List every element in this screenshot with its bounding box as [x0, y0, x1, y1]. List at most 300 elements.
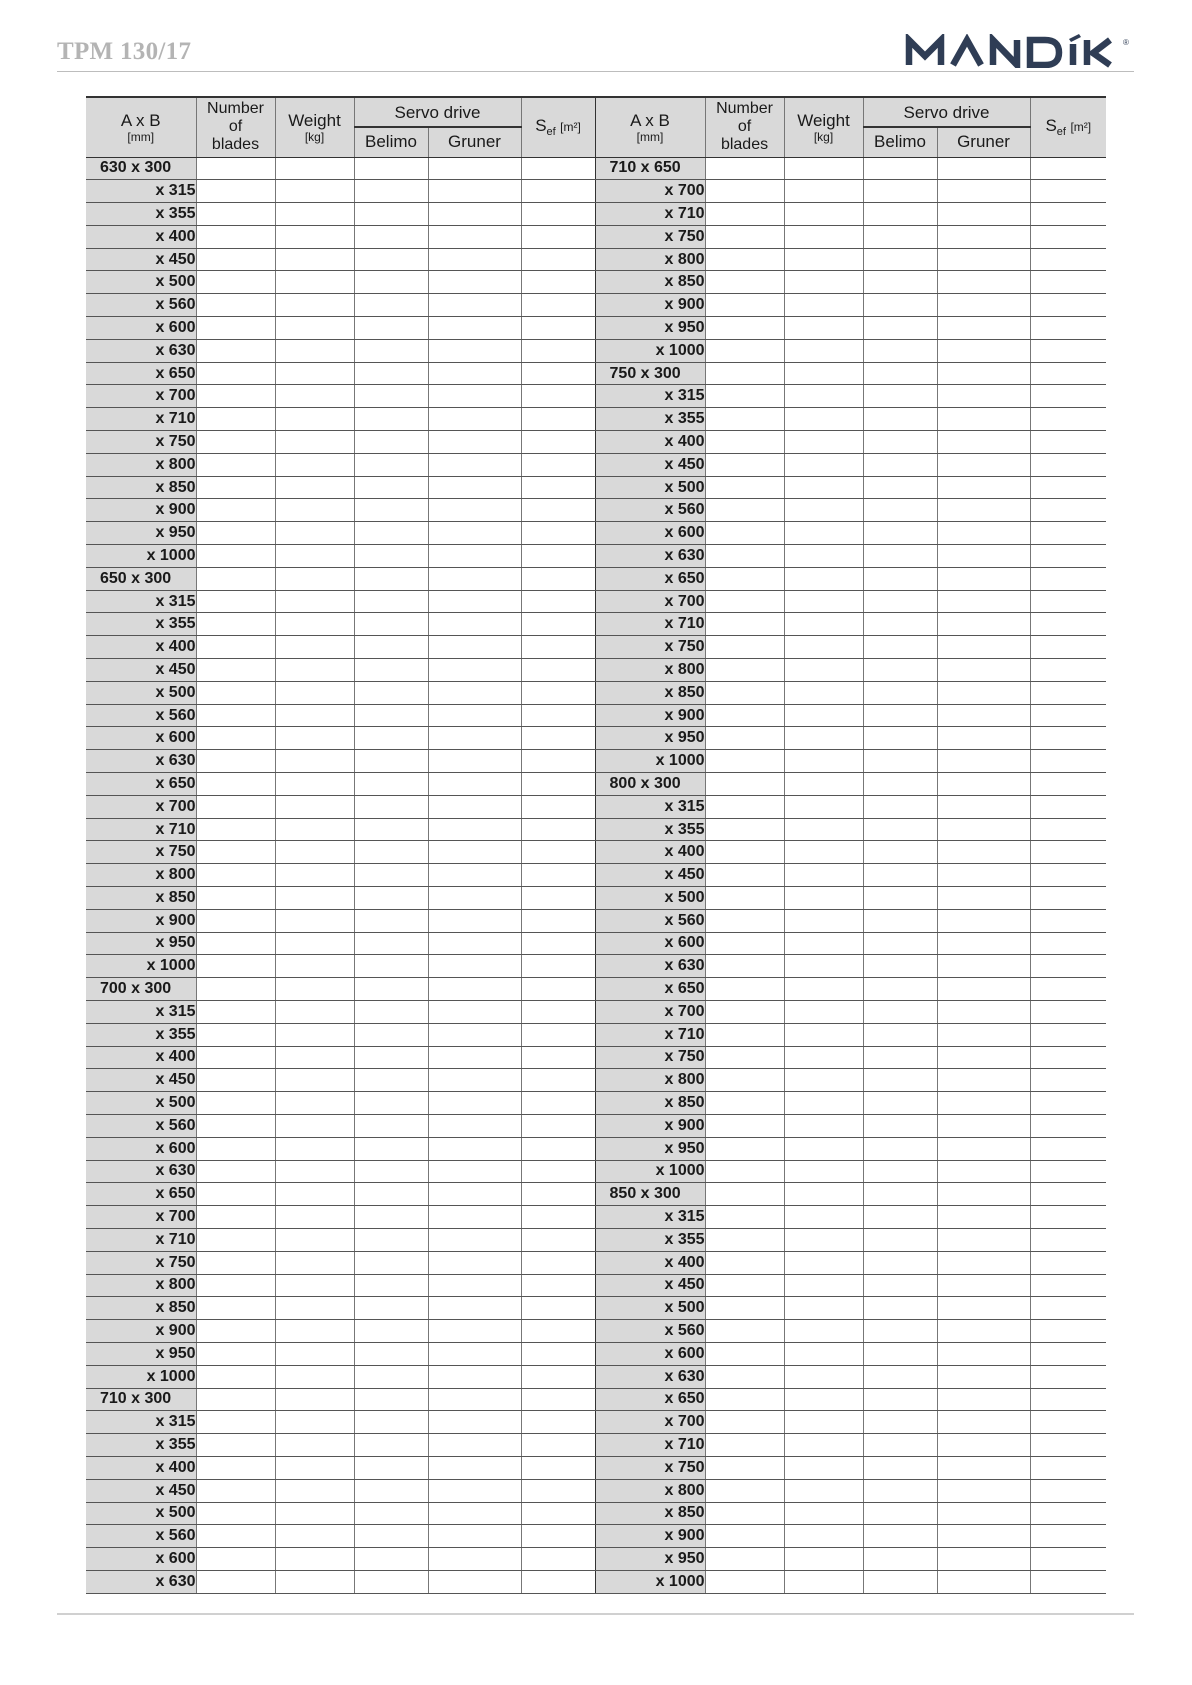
sef-cell-right	[1030, 385, 1106, 408]
blades-cell-left	[196, 248, 275, 271]
size-cell-right: x 315	[595, 385, 705, 408]
gruner-cell-left	[428, 1046, 521, 1069]
weight-cell-left	[275, 1342, 354, 1365]
blades-cell-left	[196, 636, 275, 659]
gruner-cell-left	[428, 1320, 521, 1343]
weight-cell-left	[275, 1206, 354, 1229]
belimo-cell-left	[354, 681, 428, 704]
belimo-cell-left	[354, 225, 428, 248]
size-cell-left: x 630	[86, 1570, 196, 1593]
weight-cell-right	[784, 1342, 863, 1365]
weight-cell-left	[275, 1274, 354, 1297]
weight-cell-left	[275, 1228, 354, 1251]
weight-cell-left	[275, 431, 354, 454]
weight-cell-right	[784, 1365, 863, 1388]
footer-divider	[57, 1613, 1134, 1615]
gruner-cell-left	[428, 362, 521, 385]
sef-cell-right	[1030, 773, 1106, 796]
sef-cell-right	[1030, 225, 1106, 248]
gruner-cell-right	[937, 317, 1030, 340]
gruner-cell-right	[937, 590, 1030, 613]
weight-cell-left	[275, 932, 354, 955]
blades-cell-right	[705, 1046, 784, 1069]
table-row	[86, 1274, 1106, 1297]
weight-cell-left	[275, 1160, 354, 1183]
gruner-cell-left	[428, 453, 521, 476]
sef-cell-right	[1030, 1502, 1106, 1525]
belimo-cell-left	[354, 294, 428, 317]
gruner-cell-right	[937, 864, 1030, 887]
weight-cell-left	[275, 1137, 354, 1160]
gruner-cell-left	[428, 1000, 521, 1023]
weight-cell-right	[784, 1388, 863, 1411]
weight-cell-right	[784, 1092, 863, 1115]
sef-cell-right	[1030, 1570, 1106, 1593]
size-cell-right: x 850	[595, 681, 705, 704]
blades-cell-left	[196, 750, 275, 773]
blades-cell-right	[705, 1365, 784, 1388]
blades-cell-left	[196, 909, 275, 932]
gruner-cell-right	[937, 339, 1030, 362]
blades-cell-left	[196, 1228, 275, 1251]
belimo-cell-right	[863, 567, 937, 590]
size-cell-left: x 1000	[86, 1365, 196, 1388]
size-cell-right: x 450	[595, 864, 705, 887]
size-cell-right: x 750	[595, 1456, 705, 1479]
size-cell-left: x 500	[86, 1502, 196, 1525]
weight-cell-left	[275, 294, 354, 317]
gruner-cell-left	[428, 750, 521, 773]
belimo-cell-left	[354, 203, 428, 226]
blades-cell-left	[196, 955, 275, 978]
sef-cell-right	[1030, 1320, 1106, 1343]
weight-cell-right	[784, 1114, 863, 1137]
belimo-cell-left	[354, 1206, 428, 1229]
weight-cell-left	[275, 339, 354, 362]
gruner-cell-right	[937, 1502, 1030, 1525]
weight-cell-right	[784, 339, 863, 362]
weight-cell-left	[275, 978, 354, 1001]
blades-cell-right	[705, 1228, 784, 1251]
size-cell-left: x 850	[86, 887, 196, 910]
gruner-cell-left	[428, 1183, 521, 1206]
sef-cell-left	[521, 1160, 595, 1183]
gruner-cell-right	[937, 180, 1030, 203]
table-row	[86, 1434, 1106, 1457]
sef-cell-left	[521, 955, 595, 978]
header-servo-right: Servo drive	[863, 97, 1030, 127]
weight-cell-right	[784, 1228, 863, 1251]
sef-cell-left	[521, 590, 595, 613]
gruner-cell-right	[937, 1160, 1030, 1183]
table-row	[86, 1114, 1106, 1137]
belimo-cell-left	[354, 385, 428, 408]
table-row	[86, 955, 1106, 978]
dimension-table	[86, 96, 1106, 1594]
gruner-cell-right	[937, 567, 1030, 590]
sef-cell-left	[521, 1434, 595, 1457]
size-cell-left: 700 x 300	[86, 978, 196, 1001]
blades-cell-left	[196, 1502, 275, 1525]
gruner-cell-left	[428, 1434, 521, 1457]
belimo-cell-left	[354, 1274, 428, 1297]
weight-cell-left	[275, 1023, 354, 1046]
size-cell-left: x 500	[86, 1092, 196, 1115]
size-cell-right: 800 x 300	[595, 773, 705, 796]
size-cell-right: 710 x 650	[595, 157, 705, 180]
gruner-cell-left	[428, 499, 521, 522]
weight-cell-right	[784, 1023, 863, 1046]
gruner-cell-left	[428, 1342, 521, 1365]
table-row	[86, 841, 1106, 864]
sef-cell-right	[1030, 1297, 1106, 1320]
size-cell-right: x 700	[595, 180, 705, 203]
gruner-cell-left	[428, 1023, 521, 1046]
gruner-cell-left	[428, 1274, 521, 1297]
gruner-cell-left	[428, 795, 521, 818]
sef-cell-right	[1030, 1092, 1106, 1115]
blades-cell-right	[705, 1092, 784, 1115]
size-cell-right: x 950	[595, 1548, 705, 1571]
sef-cell-left	[521, 1456, 595, 1479]
size-cell-right: x 950	[595, 1137, 705, 1160]
size-cell-right: x 900	[595, 294, 705, 317]
belimo-cell-right	[863, 613, 937, 636]
belimo-cell-right	[863, 932, 937, 955]
belimo-cell-right	[863, 1434, 937, 1457]
weight-cell-right	[784, 955, 863, 978]
blades-cell-left	[196, 1114, 275, 1137]
belimo-cell-left	[354, 590, 428, 613]
table-row	[86, 476, 1106, 499]
belimo-cell-left	[354, 1388, 428, 1411]
weight-cell-right	[784, 180, 863, 203]
table-row	[86, 385, 1106, 408]
table-row	[86, 1342, 1106, 1365]
gruner-cell-right	[937, 727, 1030, 750]
table-row	[86, 317, 1106, 340]
blades-cell-right	[705, 864, 784, 887]
blades-cell-right	[705, 1160, 784, 1183]
size-cell-right: x 710	[595, 1023, 705, 1046]
table-row	[86, 704, 1106, 727]
belimo-cell-right	[863, 1342, 937, 1365]
gruner-cell-left	[428, 225, 521, 248]
sef-cell-left	[521, 499, 595, 522]
weight-cell-left	[275, 1479, 354, 1502]
sef-cell-left	[521, 1069, 595, 1092]
table-row	[86, 203, 1106, 226]
sef-cell-right	[1030, 1137, 1106, 1160]
sef-cell-right	[1030, 271, 1106, 294]
weight-cell-right	[784, 1548, 863, 1571]
weight-cell-right	[784, 590, 863, 613]
gruner-cell-right	[937, 1434, 1030, 1457]
header-blades-left: Number of blades	[196, 97, 275, 157]
gruner-cell-left	[428, 1525, 521, 1548]
table-row	[86, 1411, 1106, 1434]
blades-cell-right	[705, 727, 784, 750]
blades-cell-right	[705, 1069, 784, 1092]
gruner-cell-right	[937, 1456, 1030, 1479]
blades-cell-left	[196, 180, 275, 203]
blades-cell-right	[705, 339, 784, 362]
gruner-cell-right	[937, 431, 1030, 454]
header-blades-right: Number of blades	[705, 97, 784, 157]
sef-cell-left	[521, 1137, 595, 1160]
sef-cell-right	[1030, 1388, 1106, 1411]
sef-cell-right	[1030, 408, 1106, 431]
blades-cell-right	[705, 1456, 784, 1479]
blades-cell-right	[705, 203, 784, 226]
sef-cell-left	[521, 157, 595, 180]
weight-cell-left	[275, 1092, 354, 1115]
sef-cell-left	[521, 1525, 595, 1548]
blades-cell-right	[705, 1479, 784, 1502]
gruner-cell-left	[428, 864, 521, 887]
belimo-cell-left	[354, 1502, 428, 1525]
blades-cell-right	[705, 932, 784, 955]
blades-cell-left	[196, 545, 275, 568]
size-cell-left: x 630	[86, 1160, 196, 1183]
gruner-cell-right	[937, 1479, 1030, 1502]
size-cell-left: x 355	[86, 1023, 196, 1046]
blades-cell-left	[196, 1000, 275, 1023]
sef-cell-right	[1030, 955, 1106, 978]
gruner-cell-right	[937, 1274, 1030, 1297]
weight-cell-right	[784, 932, 863, 955]
sef-cell-right	[1030, 978, 1106, 1001]
size-cell-right: x 560	[595, 909, 705, 932]
table-row	[86, 636, 1106, 659]
belimo-cell-left	[354, 727, 428, 750]
belimo-cell-left	[354, 1320, 428, 1343]
sef-cell-right	[1030, 1251, 1106, 1274]
weight-cell-right	[784, 294, 863, 317]
table-row	[86, 362, 1106, 385]
header-weight-right: Weight [kg]	[784, 97, 863, 157]
table-row	[86, 864, 1106, 887]
belimo-cell-left	[354, 795, 428, 818]
sef-cell-right	[1030, 1183, 1106, 1206]
belimo-cell-right	[863, 636, 937, 659]
size-cell-right: x 850	[595, 1092, 705, 1115]
belimo-cell-left	[354, 773, 428, 796]
gruner-cell-right	[937, 773, 1030, 796]
blades-cell-left	[196, 1206, 275, 1229]
size-cell-left: 650 x 300	[86, 567, 196, 590]
weight-cell-right	[784, 1137, 863, 1160]
table-row	[86, 1456, 1106, 1479]
gruner-cell-left	[428, 1160, 521, 1183]
belimo-cell-right	[863, 727, 937, 750]
gruner-cell-left	[428, 1069, 521, 1092]
sef-cell-right	[1030, 567, 1106, 590]
size-cell-left: x 560	[86, 294, 196, 317]
sef-cell-right	[1030, 1342, 1106, 1365]
blades-cell-left	[196, 157, 275, 180]
blades-cell-right	[705, 1206, 784, 1229]
weight-cell-right	[784, 909, 863, 932]
size-cell-right: x 600	[595, 932, 705, 955]
gruner-cell-left	[428, 909, 521, 932]
blades-cell-right	[705, 522, 784, 545]
sef-cell-left	[521, 1023, 595, 1046]
belimo-cell-right	[863, 1479, 937, 1502]
gruner-cell-left	[428, 841, 521, 864]
table-row	[86, 180, 1106, 203]
blades-cell-left	[196, 522, 275, 545]
size-cell-right: x 355	[595, 408, 705, 431]
blades-cell-right	[705, 453, 784, 476]
weight-cell-left	[275, 453, 354, 476]
size-cell-right: x 450	[595, 1274, 705, 1297]
sef-cell-right	[1030, 909, 1106, 932]
size-cell-right: x 355	[595, 818, 705, 841]
sef-cell-left	[521, 180, 595, 203]
belimo-cell-left	[354, 180, 428, 203]
size-cell-right: x 700	[595, 1000, 705, 1023]
sef-cell-right	[1030, 1069, 1106, 1092]
header-belimo-right: Belimo	[863, 127, 937, 157]
weight-cell-right	[784, 613, 863, 636]
blades-cell-right	[705, 1183, 784, 1206]
sef-cell-left	[521, 522, 595, 545]
gruner-cell-right	[937, 1388, 1030, 1411]
blades-cell-right	[705, 545, 784, 568]
weight-cell-left	[275, 1251, 354, 1274]
weight-cell-left	[275, 248, 354, 271]
sef-cell-right	[1030, 499, 1106, 522]
mandik-logo	[903, 34, 1133, 68]
blades-cell-right	[705, 1320, 784, 1343]
table-row	[86, 932, 1106, 955]
blades-cell-right	[705, 1525, 784, 1548]
size-cell-right: x 315	[595, 1206, 705, 1229]
gruner-cell-left	[428, 317, 521, 340]
sef-cell-right	[1030, 1525, 1106, 1548]
size-cell-left: 710 x 300	[86, 1388, 196, 1411]
size-cell-left: 630 x 300	[86, 157, 196, 180]
size-cell-left: x 950	[86, 932, 196, 955]
sef-cell-left	[521, 453, 595, 476]
blades-cell-right	[705, 818, 784, 841]
gruner-cell-left	[428, 773, 521, 796]
size-cell-left: x 800	[86, 1274, 196, 1297]
sef-cell-left	[521, 476, 595, 499]
belimo-cell-right	[863, 1548, 937, 1571]
sef-cell-left	[521, 636, 595, 659]
weight-cell-right	[784, 978, 863, 1001]
size-cell-left: x 400	[86, 225, 196, 248]
sef-cell-left	[521, 317, 595, 340]
weight-cell-right	[784, 750, 863, 773]
gruner-cell-right	[937, 681, 1030, 704]
sef-cell-right	[1030, 1114, 1106, 1137]
belimo-cell-left	[354, 932, 428, 955]
sef-cell-right	[1030, 1479, 1106, 1502]
gruner-cell-left	[428, 955, 521, 978]
weight-cell-right	[784, 841, 863, 864]
table-row	[86, 1479, 1106, 1502]
weight-cell-right	[784, 1000, 863, 1023]
blades-cell-right	[705, 1548, 784, 1571]
belimo-cell-right	[863, 499, 937, 522]
weight-cell-left	[275, 271, 354, 294]
table-row	[86, 659, 1106, 682]
weight-cell-right	[784, 408, 863, 431]
gruner-cell-right	[937, 818, 1030, 841]
belimo-cell-right	[863, 1069, 937, 1092]
blades-cell-right	[705, 955, 784, 978]
blades-cell-right	[705, 1251, 784, 1274]
gruner-cell-left	[428, 978, 521, 1001]
belimo-cell-left	[354, 545, 428, 568]
belimo-cell-left	[354, 408, 428, 431]
gruner-cell-left	[428, 157, 521, 180]
header-servo-left: Servo drive	[354, 97, 521, 127]
gruner-cell-left	[428, 613, 521, 636]
gruner-cell-right	[937, 1046, 1030, 1069]
belimo-cell-left	[354, 453, 428, 476]
sef-cell-left	[521, 1228, 595, 1251]
gruner-cell-left	[428, 1206, 521, 1229]
sef-cell-left	[521, 1000, 595, 1023]
belimo-cell-right	[863, 795, 937, 818]
sef-cell-right	[1030, 1411, 1106, 1434]
weight-cell-left	[275, 225, 354, 248]
gruner-cell-right	[937, 1548, 1030, 1571]
weight-cell-left	[275, 773, 354, 796]
belimo-cell-right	[863, 203, 937, 226]
size-cell-left: x 400	[86, 1046, 196, 1069]
size-cell-left: x 450	[86, 659, 196, 682]
belimo-cell-left	[354, 1046, 428, 1069]
size-cell-left: x 450	[86, 1479, 196, 1502]
blades-cell-right	[705, 567, 784, 590]
weight-cell-right	[784, 704, 863, 727]
sef-cell-left	[521, 567, 595, 590]
size-cell-left: x 1000	[86, 545, 196, 568]
belimo-cell-left	[354, 613, 428, 636]
blades-cell-left	[196, 1320, 275, 1343]
belimo-cell-left	[354, 750, 428, 773]
weight-cell-left	[275, 1365, 354, 1388]
weight-cell-right	[784, 773, 863, 796]
table-row	[86, 1548, 1106, 1571]
table-row	[86, 795, 1106, 818]
belimo-cell-left	[354, 1251, 428, 1274]
table-row	[86, 1092, 1106, 1115]
blades-cell-left	[196, 567, 275, 590]
gruner-cell-right	[937, 248, 1030, 271]
size-cell-right: x 850	[595, 271, 705, 294]
sef-cell-left	[521, 773, 595, 796]
belimo-cell-right	[863, 1114, 937, 1137]
size-cell-right: x 450	[595, 453, 705, 476]
blades-cell-left	[196, 887, 275, 910]
gruner-cell-right	[937, 385, 1030, 408]
table-row	[86, 590, 1106, 613]
blades-cell-right	[705, 613, 784, 636]
size-cell-left: x 560	[86, 704, 196, 727]
weight-cell-right	[784, 225, 863, 248]
weight-cell-left	[275, 704, 354, 727]
size-cell-left: x 600	[86, 1548, 196, 1571]
size-cell-left: x 750	[86, 1251, 196, 1274]
belimo-cell-left	[354, 499, 428, 522]
size-cell-right: 750 x 300	[595, 362, 705, 385]
